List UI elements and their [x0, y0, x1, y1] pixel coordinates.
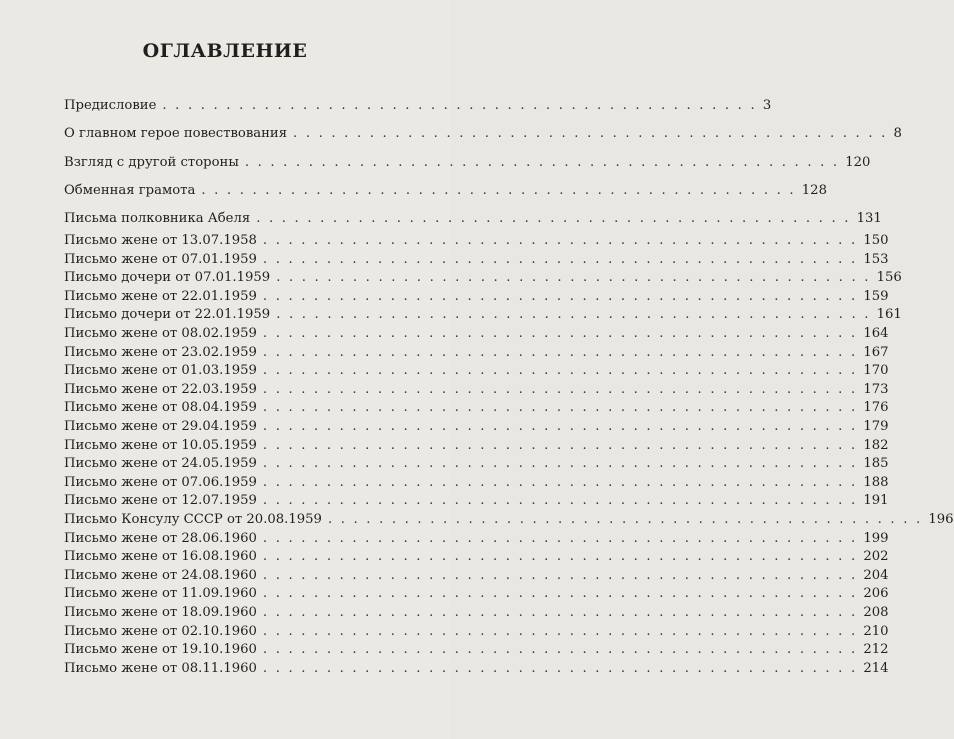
toc-entry-title: Письмо жене от 08.11.1960 — [64, 660, 257, 676]
toc-entry-title: Письмо жене от 23.02.1959 — [64, 344, 257, 360]
toc-entry[interactable] — [64, 270, 902, 290]
toc-entry-title: Предисловие — [64, 98, 157, 113]
toc-entry-page-number: 179 — [863, 419, 889, 434]
page-title: ОГЛАВЛЕНИЕ — [142, 40, 308, 62]
dot-leader: . . . . . . . . . . . . . . . . . . . . . . . . . . . . . . . . . . . . . . . . . . . . . . . — [262, 474, 858, 490]
dot-leader: . . . . . . . . . . . . . . . . . . . . . . . . . . . . . . . . . . . . . . . . . . . . . . . — [262, 437, 858, 453]
toc-entry-title: О главном герое повествования — [64, 126, 288, 141]
dot-leader: . . . . . . . . . . . . . . . . . . . . . . . . . . . . . . . . . . . . . . . . . . . . . . . — [262, 326, 858, 341]
toc-entry-title: Письмо жене от 07.06.1959 — [64, 474, 257, 490]
toc-entry-page-number: 206 — [863, 586, 889, 602]
toc-entry-page-number: 161 — [876, 307, 902, 323]
toc-entry-title: Письмо дочери от 07.01.1959 — [64, 270, 271, 286]
toc-entry-page-number: 159 — [863, 288, 889, 304]
toc-entry-page-number: 210 — [863, 623, 889, 639]
dot-leader: . . . . . . . . . . . . . . . . . . . . . . . . . . . . . . . . . . . . . . . . . . . . . . . — [262, 642, 858, 658]
toc-entry-title: Письмо жене от 08.02.1959 — [64, 326, 257, 341]
toc-entry-page-number: 182 — [863, 437, 889, 453]
toc-entry-title: Письмо жене от 10.05.1959 — [64, 437, 257, 453]
toc-entry-title: Письмо жене от 01.03.1959 — [64, 363, 257, 379]
toc-entry[interactable] — [64, 512, 954, 532]
toc-entry-title: Письмо жене от 12.07.1959 — [64, 493, 257, 509]
toc-entry-page-number: 212 — [863, 642, 889, 658]
toc-entry-title: Письмо жене от 22.03.1959 — [64, 381, 257, 397]
dot-leader: . . . . . . . . . . . . . . . . . . . . . . . . . . . . . . . . . . . . . . . . . . . . . . . — [262, 623, 858, 639]
toc-entry-title: Письмо жене от 19.10.1960 — [64, 642, 257, 658]
toc-entry-title: Письмо жене от 16.08.1960 — [64, 549, 257, 565]
toc-entry[interactable] — [64, 660, 889, 681]
toc-entry-title: Письмо жене от 13.07.1958 — [64, 233, 257, 248]
toc-entry-title: Обменная грамота — [64, 183, 196, 198]
dot-leader: . . . . . . . . . . . . . . . . . . . . . . . . . . . . . . . . . . . . . . . . . . . . . . . — [256, 211, 851, 226]
dot-leader: . . . . . . . . . . . . . . . . . . . . . . . . . . . . . . . . . . . . . . . . . . . . . . . — [262, 660, 858, 676]
toc-entry-page-number: 164 — [863, 326, 889, 341]
dot-leader: . . . . . . . . . . . . . . . . . . . . . . . . . . . . . . . . . . . . . . . . . . . . . . . — [262, 344, 858, 360]
toc-entry[interactable] — [64, 288, 889, 309]
dot-leader: . . . . . . . . . . . . . . . . . . . . . . . . . . . . . . . . . . . . . . . . . . . . . . . — [293, 126, 888, 141]
toc-entry-page-number: 208 — [863, 605, 889, 620]
toc-entry-page-number: 156 — [876, 270, 902, 286]
toc-entry[interactable] — [64, 493, 889, 513]
toc-entry[interactable] — [64, 155, 871, 175]
toc-entry[interactable] — [64, 233, 889, 253]
toc-entry-page-number: 131 — [856, 211, 882, 226]
dot-leader: . . . . . . . . . . . . . . . . . . . . . . . . . . . . . . . . . . . . . . . . . . . . . . . — [262, 493, 858, 509]
toc-entry-page-number: 196 — [928, 512, 954, 527]
dot-leader: . . . . . . . . . . . . . . . . . . . . . . . . . . . . . . . . . . . . . . . . . . . . . . . — [201, 183, 796, 198]
toc-entry[interactable] — [64, 530, 889, 551]
toc-entry-title: Письмо жене от 24.05.1959 — [64, 456, 257, 472]
toc-entry[interactable] — [64, 456, 889, 476]
toc-entry[interactable] — [64, 344, 889, 365]
toc-entry-title: Письмо жене от 07.01.1959 — [64, 251, 257, 267]
toc-entry-page-number: 173 — [863, 381, 889, 397]
toc-entry-page-number: 3 — [762, 98, 772, 113]
toc-entry[interactable] — [64, 549, 889, 569]
toc-entry-title: Письмо жене от 24.08.1960 — [64, 567, 257, 583]
toc-entry[interactable] — [64, 623, 889, 644]
dot-leader: . . . . . . . . . . . . . . . . . . . . . . . . . . . . . . . . . . . . . . . . . . . . . . . — [262, 288, 858, 304]
toc-entry-page-number: 167 — [863, 344, 889, 360]
dot-leader: . . . . . . . . . . . . . . . . . . . . . . . . . . . . . . . . . . . . . . . . . . . . . . . — [262, 400, 858, 416]
toc-entry[interactable] — [64, 419, 889, 439]
toc-entry-title: Письмо Консулу СССР от 20.08.1959 — [64, 512, 322, 527]
toc-entry-page-number: 120 — [845, 155, 871, 170]
dot-leader: . . . . . . . . . . . . . . . . . . . . . . . . . . . . . . . . . . . . . . . . . . . . . . . — [244, 155, 840, 170]
toc-entry-page-number: 199 — [863, 530, 889, 546]
dot-leader: . . . . . . . . . . . . . . . . . . . . . . . . . . . . . . . . . . . . . . . . . . . . . . . — [262, 530, 858, 546]
toc-entry-title: Письмо жене от 28.06.1960 — [64, 530, 257, 546]
toc-entry-page-number: 204 — [863, 567, 889, 583]
toc-entry-title: Письмо жене от 18.09.1960 — [64, 605, 257, 620]
dot-leader: . . . . . . . . . . . . . . . . . . . . . . . . . . . . . . . . . . . . . . . . . . . . . . . — [262, 419, 858, 434]
toc-entry[interactable] — [64, 211, 882, 231]
toc-entry[interactable] — [64, 642, 889, 662]
dot-leader: . . . . . . . . . . . . . . . . . . . . . . . . . . . . . . . . . . . . . . . . . . . . . . . — [162, 98, 757, 113]
toc-entry-title: Письма полковника Абеля — [64, 211, 251, 226]
toc-entry-title: Письмо жене от 29.04.1959 — [64, 419, 257, 434]
toc-entry[interactable] — [64, 381, 889, 402]
toc-entry[interactable] — [64, 567, 889, 588]
toc-entry-page-number: 191 — [863, 493, 889, 509]
dot-leader: . . . . . . . . . . . . . . . . . . . . . . . . . . . . . . . . . . . . . . . . . . . . . . . — [262, 549, 858, 565]
toc-entry[interactable] — [64, 437, 889, 458]
dot-leader: . . . . . . . . . . . . . . . . . . . . . . . . . . . . . . . . . . . . . . . . . . . . . . . — [262, 363, 858, 379]
dot-leader: . . . . . . . . . . . . . . . . . . . . . . . . . . . . . . . . . . . . . . . . . . . . . . . — [262, 251, 858, 267]
toc-entry[interactable] — [64, 183, 827, 203]
dot-leader: . . . . . . . . . . . . . . . . . . . . . . . . . . . . . . . . . . . . . . . . . . . . . . . — [262, 233, 858, 248]
toc-entry[interactable] — [64, 307, 902, 327]
toc-entry-page-number: 188 — [863, 474, 889, 490]
toc-entry-title: Письмо жене от 02.10.1960 — [64, 623, 257, 639]
toc-entry[interactable] — [64, 126, 902, 146]
dot-leader: . . . . . . . . . . . . . . . . . . . . . . . . . . . . . . . . . . . . . . . . . . . . . . . — [276, 270, 871, 286]
dot-leader: . . . . . . . . . . . . . . . . . . . . . . . . . . . . . . . . . . . . . . . . . . . . . . . — [262, 586, 858, 602]
toc-entry[interactable] — [64, 98, 772, 118]
toc-entry-page-number: 150 — [863, 233, 889, 248]
toc-entry-page-number: 128 — [801, 183, 827, 198]
toc-entry-page-number: 202 — [863, 549, 889, 565]
dot-leader: . . . . . . . . . . . . . . . . . . . . . . . . . . . . . . . . . . . . . . . . . . . . . . . — [262, 567, 858, 583]
toc-entry[interactable] — [64, 251, 889, 272]
toc-entry-page-number: 170 — [863, 363, 889, 379]
toc-entry-page-number: 214 — [863, 660, 889, 676]
toc-entry-page-number: 8 — [893, 126, 902, 141]
toc-entry[interactable] — [64, 474, 889, 495]
toc-entry[interactable] — [64, 400, 889, 420]
toc-entry-page-number: 185 — [863, 456, 889, 472]
toc-entry-title: Письмо жене от 22.01.1959 — [64, 288, 257, 304]
dot-leader: . . . . . . . . . . . . . . . . . . . . . . . . . . . . . . . . . . . . . . . . . . . . . . . — [262, 381, 858, 397]
toc-entry-page-number: 176 — [863, 400, 889, 416]
dot-leader: . . . . . . . . . . . . . . . . . . . . . . . . . . . . . . . . . . . . . . . . . . . . . . . — [262, 456, 858, 472]
toc-entry[interactable] — [64, 586, 889, 606]
toc-entry-title: Письмо жене от 08.04.1959 — [64, 400, 257, 416]
toc-entry-title: Взгляд с другой стороны — [64, 155, 239, 170]
toc-entry-title: Письмо жене от 11.09.1960 — [64, 586, 257, 602]
toc-entry[interactable] — [64, 605, 889, 625]
toc-entry[interactable] — [64, 363, 889, 383]
dot-leader: . . . . . . . . . . . . . . . . . . . . . . . . . . . . . . . . . . . . . . . . . . . . . . . — [276, 307, 871, 323]
toc-entry[interactable] — [64, 326, 889, 346]
toc-entry-page-number: 153 — [863, 251, 889, 267]
toc-entry-title: Письмо дочери от 22.01.1959 — [64, 307, 271, 323]
dot-leader: . . . . . . . . . . . . . . . . . . . . . . . . . . . . . . . . . . . . . . . . . . . . . . . — [262, 605, 858, 620]
dot-leader: . . . . . . . . . . . . . . . . . . . . . . . . . . . . . . . . . . . . . . . . . . . . . . . — [327, 512, 923, 527]
